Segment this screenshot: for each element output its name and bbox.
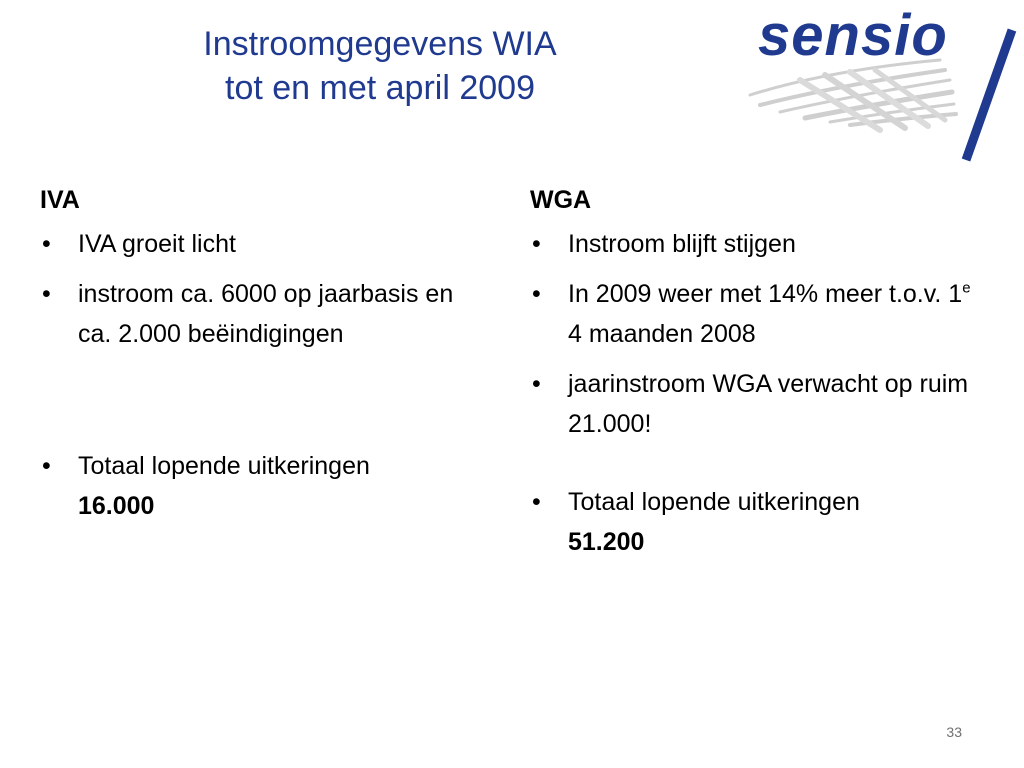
page-number: 33 <box>946 724 962 740</box>
iva-bullet-2 <box>40 274 490 354</box>
wga-bullet-3-text: jaarinstroom WGA verwacht op ruim 21.000! <box>568 370 969 438</box>
logo-wordmark: sensio <box>758 3 948 68</box>
bullet-marker: • <box>532 280 541 308</box>
wga-total <box>530 482 980 562</box>
bullet-marker: • <box>532 370 541 398</box>
bullet-marker: • <box>532 488 541 516</box>
iva-total-label: Totaal lopende uitkeringen <box>78 452 370 480</box>
sensio-logo <box>740 0 1024 165</box>
iva-total <box>40 446 490 526</box>
bullet-marker: • <box>42 230 51 258</box>
superscript-e: e <box>962 279 971 297</box>
wga-bullet-1-text: Instroom blijft stijgen <box>568 230 796 258</box>
iva-bullet-1-text: IVA groeit licht <box>78 230 236 258</box>
iva-bullet-1 <box>40 224 490 264</box>
iva-column <box>40 180 490 536</box>
iva-bullet-2-text: instroom ca. 6000 op jaarbasis en ca. 2.000 beëindigingen <box>78 280 454 348</box>
wga-bullet-2 <box>530 274 980 354</box>
wga-bullet-1 <box>530 224 980 264</box>
wga-bullet-3 <box>530 364 980 444</box>
iva-total-value: 16.000 <box>78 492 155 520</box>
bullet-marker: • <box>532 230 541 258</box>
slide-title <box>90 22 670 110</box>
title-line-2: tot en met april 2009 <box>225 69 535 107</box>
iva-heading: IVA <box>40 186 80 214</box>
wga-bullet-2-text: In 2009 weer met 14% meer t.o.v. 1e 4 maanden 2008 <box>568 279 971 348</box>
wga-total-value: 51.200 <box>568 528 645 556</box>
wga-total-label: Totaal lopende uitkeringen <box>568 488 860 516</box>
logo-swirl <box>750 60 956 130</box>
wga-heading: WGA <box>530 186 592 214</box>
logo-slash <box>966 30 1012 160</box>
bullet-marker: • <box>42 452 51 480</box>
bullet-marker: • <box>42 280 51 308</box>
title-line-1: Instroomgegevens WIA <box>203 25 557 63</box>
wga-column <box>530 180 980 572</box>
